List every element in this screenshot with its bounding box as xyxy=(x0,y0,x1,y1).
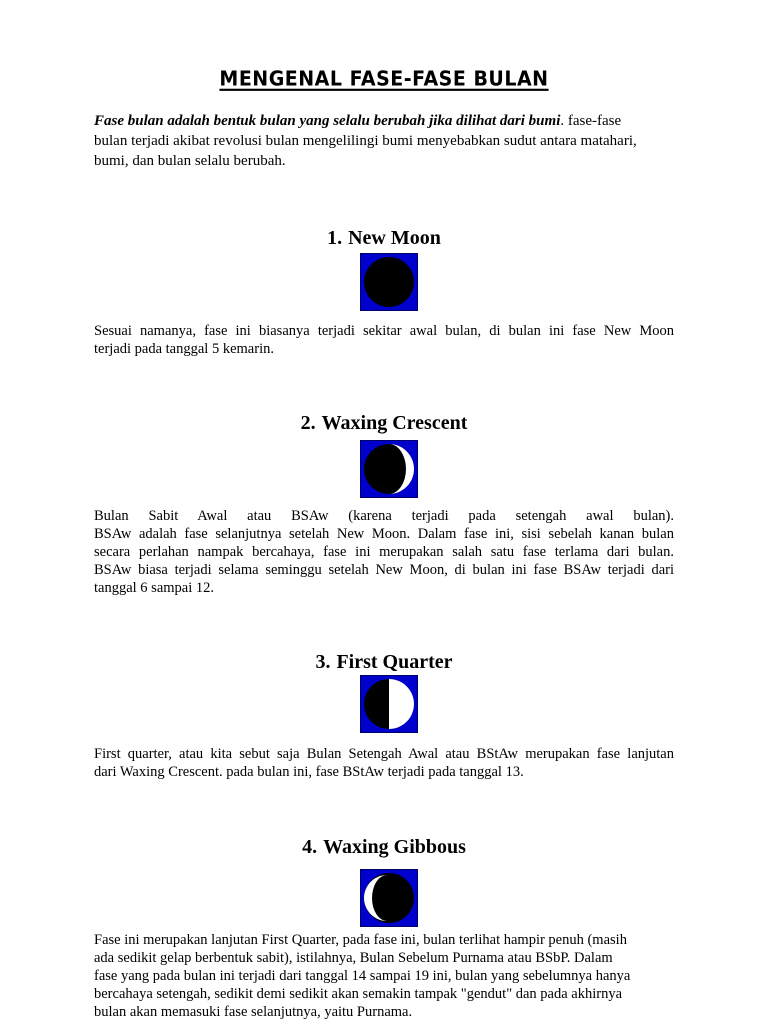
paragraph-new-moon xyxy=(94,322,674,358)
heading-number: 2. xyxy=(300,412,316,434)
text-line: Fase ini merupakan lanjutan First Quarter, pada fase ini, bulan terlihat hampir penuh (masih xyxy=(94,932,627,948)
intro-text-1: . fase-fase xyxy=(560,113,622,129)
text-line: Bulan Sabit Awal atau BSAw (karena terjadi pada setengah awal bulan). xyxy=(94,508,674,524)
text-line: Sesuai namanya, fase ini biasanya terjadi sekitar awal bulan, di bulan ini fase New Moon xyxy=(94,323,674,339)
text-line: fase yang pada bulan ini terjadi dari tanggal 14 sampai 19 ini, bulan yang sebelumnya hanya xyxy=(94,968,631,984)
heading-new-moon xyxy=(0,226,768,250)
text-line: terjadi pada tanggal 5 kemarin. xyxy=(94,341,274,357)
heading-label: Waxing Gibbous xyxy=(323,836,466,858)
heading-number: 3. xyxy=(315,651,331,673)
heading-number: 4. xyxy=(302,836,318,858)
heading-label: First Quarter xyxy=(336,651,453,673)
text-line: dari Waxing Crescent. pada bulan ini, fase BStAw terjadi pada tanggal 13. xyxy=(94,764,524,780)
text-line: BSAw adalah fase selanjutnya setelah New Moon. Dalam fase ini, sisi sebelah kanan bulan xyxy=(94,526,674,542)
heading-label: Waxing Crescent xyxy=(321,412,468,434)
new-moon-icon xyxy=(360,253,418,311)
intro-emphasis: Fase bulan adalah bentuk bulan yang selalu berubah jika dilihat dari bumi xyxy=(94,113,561,129)
text-line: bercahaya setengah, sedikit demi sedikit akan semakin tampak "gendut" dan pada akhirnya xyxy=(94,986,623,1002)
text-line: BSAw biasa terjadi selama seminggu setelah New Moon, di bulan ini fase BSAw terjadi dari xyxy=(94,562,674,578)
text-line: ada sedikit gelap berbentuk sabit), istilahnya, Bulan Sebelum Purnama atau BSbP. Dalam xyxy=(94,950,613,966)
waxing-gibbous-icon xyxy=(360,869,418,927)
text-line: First quarter, atau kita sebut saja Bulan Setengah Awal atau BStAw merupakan fase lanjutan xyxy=(94,746,674,762)
heading-label: New Moon xyxy=(348,227,441,249)
text-line: secara perlahan nampak bercahaya, fase ini merupakan salah satu fase terlama dari bulan. xyxy=(94,544,674,560)
heading-waxing-gibbous xyxy=(0,835,768,859)
paragraph-waxing-crescent xyxy=(94,507,674,597)
heading-first-quarter xyxy=(0,650,768,674)
heading-number: 1. xyxy=(327,227,343,249)
intro-text-2: bulan terjadi akibat revolusi bulan mengelilingi bumi menyebabkan sudut antara matahari, xyxy=(94,133,637,149)
heading-waxing-crescent xyxy=(0,411,768,435)
text-line: tanggal 6 sampai 12. xyxy=(94,580,215,596)
paragraph-first-quarter xyxy=(94,745,674,781)
text-line: bulan akan memasuki fase selanjutnya, yaitu Purnama. xyxy=(94,1004,413,1020)
page-title: MENGENAL FASE-FASE BULAN xyxy=(219,67,549,91)
first-quarter-icon xyxy=(360,675,418,733)
intro-text-3: bumi, dan bulan selalu berubah. xyxy=(94,153,286,169)
intro-paragraph xyxy=(94,111,694,171)
paragraph-waxing-gibbous xyxy=(94,931,679,1021)
waxing-crescent-icon xyxy=(360,440,418,498)
